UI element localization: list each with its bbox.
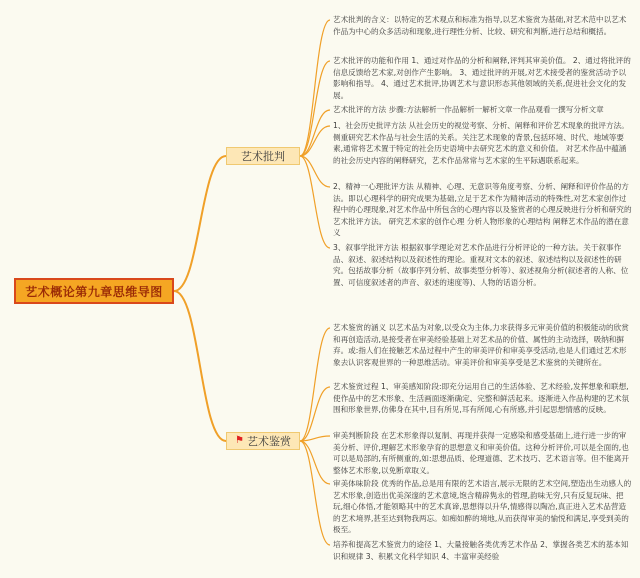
branch-to-note-link	[300, 387, 330, 441]
note-criticism-functions: 艺术批评的功能和作用 1、通过对作品的分析和阐释,评判其审美价值。 2、通过将批评的信息反馈给艺术家,对创作产生影响。 3、通过批评的开展,对艺术接受者的鉴赏活动予以影响和指导。 4、通过艺术批评,协调艺术与意识形态其他领域的关系,促进社会文化的发展。	[333, 56, 631, 100]
note-appreciation-perception-stage: 艺术鉴赏过程 1、审美感知阶段:即充分运用自己的生活体验、艺术经验,发挥想象和联想,使作品中的艺术形象、生活画面逐渐确定、完整和鲜活起来。逐渐进入作品构建的艺术氛围和形象世界,仿佛身在其中,目有所见,耳有所闻,心有所感,并引起思想情感的反映。	[333, 382, 630, 415]
note-narratology-method: 3、叙事学批评方法 根据叙事学理论对艺术作品进行分析评论的一种方法。关于叙事作品、叙述、叙述结构以及叙述性的理论。重视对文本的叙述、叙述结构以及叙述性的研究。包括故事分析（故事序列分析、故事类型分析等）、叙述视角分析(叙述者的人称、位置、可信度叙述者的声音、叙述的速度等)、人物的话语分析。	[333, 243, 629, 287]
branch-to-note-link	[300, 441, 330, 545]
branch-art-criticism[interactable]	[226, 147, 300, 165]
root-topic[interactable]: 艺术概论第九章思维导图	[14, 278, 174, 304]
note-appreciation-savoring-stage: 审美体味阶段 优秀的作品,总是用有限的艺术语言,展示无限的艺术空间,塑造出生动感人的艺术形象,创造出优美深邃的艺术意境,饱含精辟隽永的哲理,韵味无穷,只有反复玩味、把玩,细心体悟,才能领略其中的艺术真谛,思想得以升华,情感得以陶冶,真正进入艺术品营造的艺术境界,甚至达到物我两忘。如痴如醉的境地,从而获得审美的愉悦和满足,享受到美的极至。	[333, 479, 632, 535]
note-appreciation-cultivation: 培养和提高艺术鉴赏力的途径 1、大量接触各类优秀艺术作品 2、掌握各类艺术的基本知识和规律 3、积累文化科学知识 4、丰富审美经验	[333, 540, 629, 561]
note-psychological-method: 2、精神一心理批评方法 从精神、心理、无意识等角度考察、分析、阐释和评价作品的方法。即以心理科学的研究成果为基础,立足于艺术作为精神活动的特殊性,对艺术家创作过程中的心理现象,对艺术作品中所包含的心理内容以及鉴赏者的心理反映进行分析和研究的艺术批评方法。 研究艺术家的创作心理 分析人物形象的心理结构 阐释艺术作品的潜在意义	[333, 182, 632, 238]
branch-label: 艺术批判	[241, 150, 285, 163]
branch-to-note-link	[300, 328, 330, 441]
note-appreciation-definition: 艺术鉴赏的涵义 以艺术品为对象,以受众为主体,力求获得多元审美价值的积极能动的欣赏和再创造活动,是接受者在审美经验基础上对艺术品的价值、属性的主动选择，吸纳和摒弃。或:指人们在接触艺术品过程中产生的审美评价和审美享受活动,也是人们通过艺术形象去认识客观世界的一种思维活动。审美评价和审美享受是艺术鉴赏的关键所在。	[333, 323, 629, 367]
flag-icon: ⚑	[235, 435, 244, 446]
note-criticism-definition: 艺术批判的含义：以特定的艺术观点和标准为指导,以艺术鉴赏为基础,对艺术范中以艺术作品为中心的众多活动和现象,进行理性分析、比较、研究和判断,进行总结和概括。	[333, 15, 627, 36]
root-to-branch-link	[174, 291, 226, 441]
branch-to-note-link	[300, 20, 330, 156]
note-socio-historical-method: 1、社会历史批评方法 从社会历史的视觉考察、分析、阐释和评价艺术现象的批评方法。侧重研究艺术作品与社会生活的关系。关注艺术现象的背景,包括环境、时代、地域等要素,通常将艺术置于特定的社会历史语境中去研究艺术的意义和价值。 对艺术作品中蕴涵的社会历史内容的阐释研究，艺术作品常常与艺术家的生平际遇联系起来。	[333, 121, 629, 165]
branch-art-appreciation[interactable]	[226, 432, 300, 450]
branch-to-note-link	[300, 441, 330, 484]
note-appreciation-judgement-stage: 审美判断阶段 在艺术形象得以复制、再现并获得一定感染和感受基础上,进行进一步的审美分析、评价,理解艺术形象孕育的思想意义和审美价值。这种分析评价,可以是全面的,也可以是局部的,有所侧重的,如:思想品质、伦理道德、艺术技巧、艺术语言等。但不能离开整体艺术形象,以免断章取义。	[333, 431, 629, 475]
note-criticism-method-steps: 艺术批评的方法 步骤:方法解析一作品解析一解析文章一作品观看一撰写分析文章	[333, 105, 604, 114]
branch-to-note-link	[300, 61, 330, 156]
branch-to-note-link	[300, 156, 330, 248]
branch-label: 艺术鉴赏	[246, 435, 291, 448]
root-to-branch-link	[174, 156, 226, 291]
